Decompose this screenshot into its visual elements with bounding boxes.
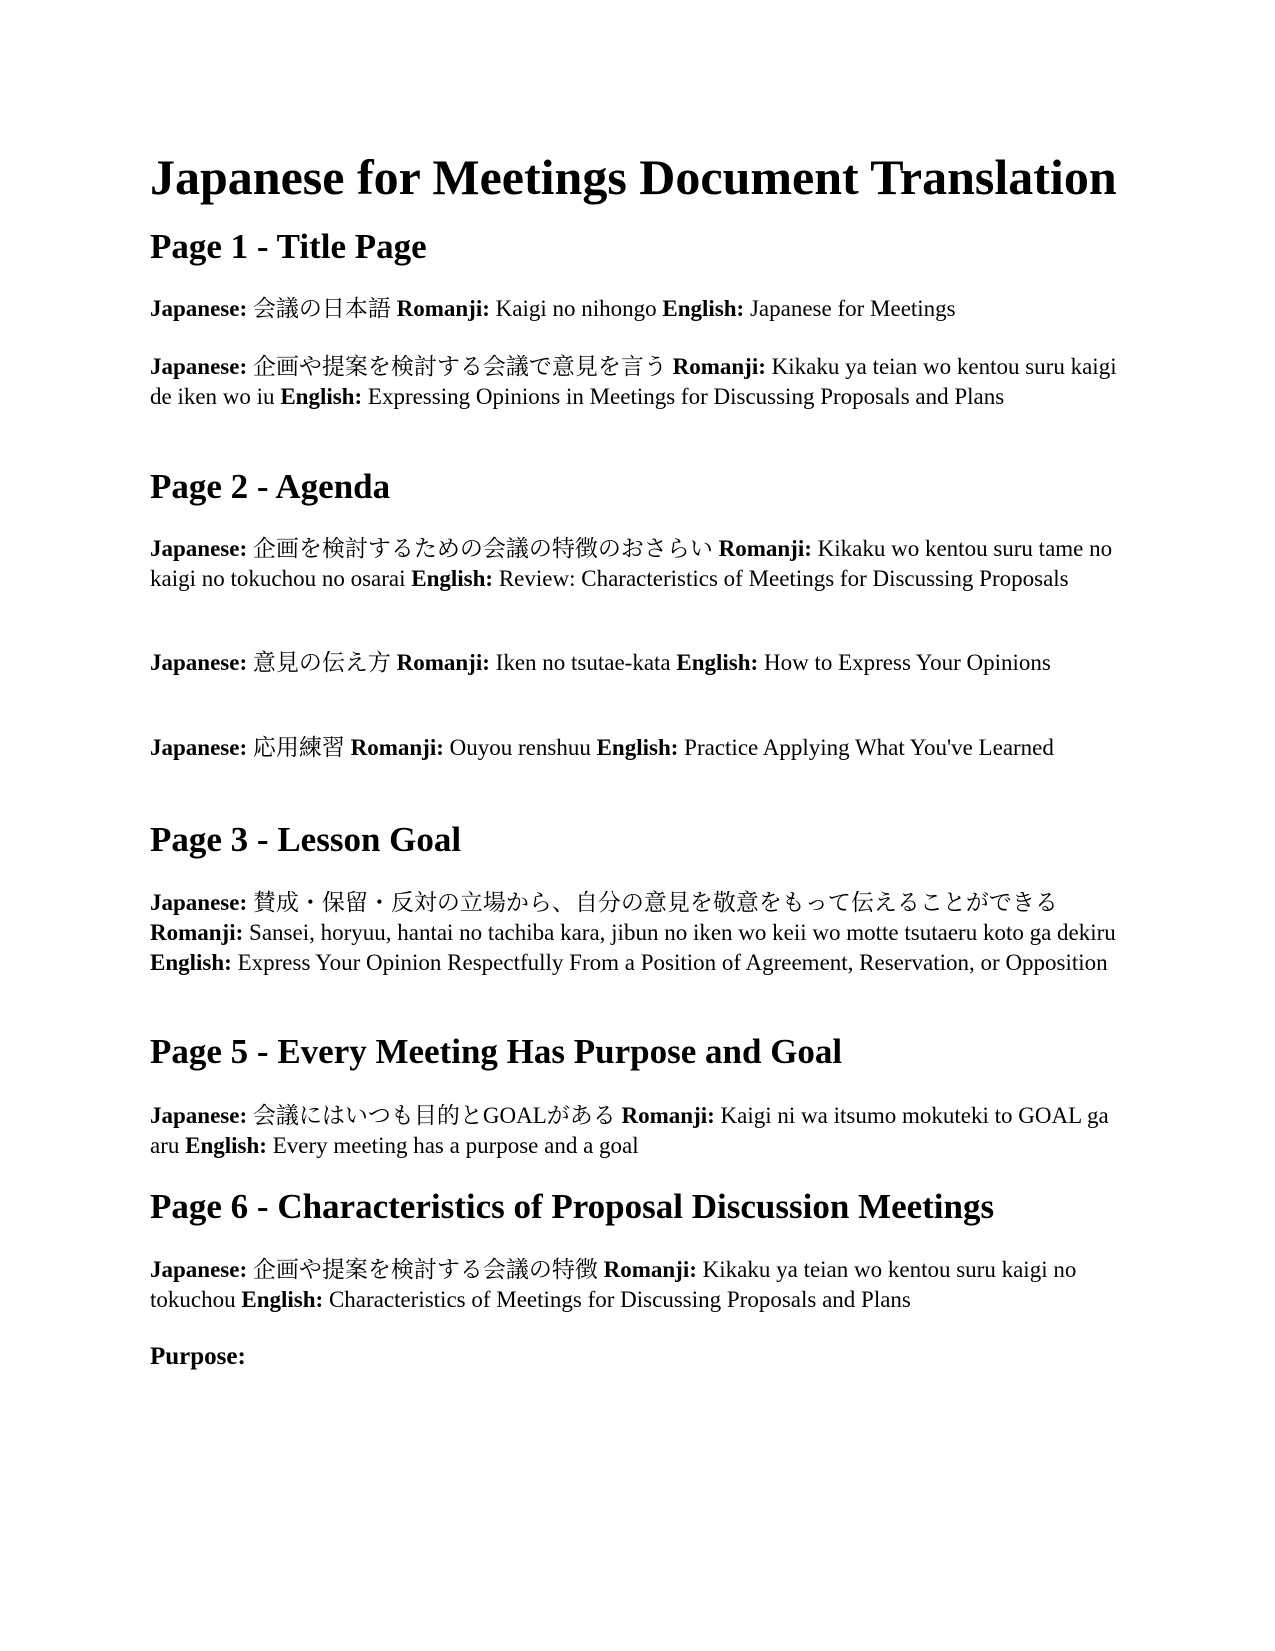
romanji-label: Romanji: <box>150 920 244 945</box>
section-heading-page-5: Page 5 - Every Meeting Has Purpose and Goal <box>150 1032 843 1071</box>
japanese-text: 会議の日本語 <box>252 296 391 321</box>
section-heading-page-2: Page 2 - Agenda <box>150 467 391 506</box>
japanese-label: Japanese: <box>150 296 248 321</box>
english-label: English: <box>241 1287 324 1312</box>
english-label: English: <box>280 384 363 409</box>
japanese-label: Japanese: <box>150 890 248 915</box>
romanji-text: Kikaku wo kentou suru tame no kaigi no tokuchou no osarai <box>150 536 1113 591</box>
japanese-label: Japanese: <box>150 354 248 379</box>
japanese-label: Japanese: <box>150 650 248 675</box>
english-label: English: <box>662 296 745 321</box>
english-text: Japanese for Meetings <box>749 296 956 321</box>
section-heading-page-1: Page 1 - Title Page <box>150 227 427 266</box>
romanji-label: Romanji: <box>396 296 490 321</box>
romanji-text: Kikaku ya teian wo kentou suru kaigi de iken wo iu <box>150 354 1117 409</box>
japanese-label: Japanese: <box>150 1103 248 1128</box>
document-title: Japanese for Meetings Document Translation <box>150 149 1117 205</box>
romanji-text: Iken no tsutae-kata <box>495 650 671 675</box>
english-label: English: <box>676 650 759 675</box>
entry-page-2-express <box>150 648 1135 678</box>
japanese-label: Japanese: <box>150 735 248 760</box>
japanese-text: 会議にはいつも目的とGOALがある <box>252 1103 616 1128</box>
romanji-label: Romanji: <box>603 1257 697 1282</box>
romanji-label: Romanji: <box>621 1103 715 1128</box>
romanji-text: Kaigi no nihongo <box>495 296 657 321</box>
section-heading-page-6: Page 6 - Characteristics of Proposal Discussion Meetings <box>150 1187 995 1226</box>
japanese-text: 意見の伝え方 <box>252 650 391 675</box>
romanji-text: Sansei, horyuu, hantai no tachiba kara, jibun no iken wo keii wo motte tsutaeru koto ga dekiru <box>249 920 1116 945</box>
entry-page-2-practice <box>150 733 1135 763</box>
english-label: English: <box>596 735 679 760</box>
english-text: Characteristics of Meetings for Discussing Proposals and Plans <box>328 1287 911 1312</box>
japanese-text: 賛成・保留・反対の立場から、自分の意見を敬意をもって伝えることができる <box>252 890 1058 915</box>
section-heading-page-3: Page 3 - Lesson Goal <box>150 820 462 859</box>
english-text: Every meeting has a purpose and a goal <box>272 1133 639 1158</box>
english-label: English: <box>185 1133 267 1158</box>
english-text: How to Express Your Opinions <box>763 650 1051 675</box>
romanji-text: Ouyou renshuu <box>449 735 591 760</box>
romanji-label: Romanji: <box>350 735 444 760</box>
purpose-label: Purpose: <box>150 1343 246 1370</box>
romanji-label: Romanji: <box>672 354 766 379</box>
entry-page-6-characteristics <box>150 1255 1135 1315</box>
japanese-text: 企画や提案を検討する会議の特徴 <box>252 1257 598 1282</box>
entry-page-1-subtitle <box>150 352 1135 412</box>
entry-page-5-purpose <box>150 1101 1135 1161</box>
japanese-text: 応用練習 <box>252 735 345 760</box>
japanese-text: 企画を検討するための会議の特徴のおさらい <box>252 536 713 561</box>
romanji-label: Romanji: <box>718 536 812 561</box>
japanese-label: Japanese: <box>150 1257 248 1282</box>
english-text: Express Your Opinion Respectfully From a Position of Agreement, Reservation, or Opposition <box>237 950 1108 975</box>
romanji-text: Kaigi ni wa itsumo mokuteki to GOAL ga aru <box>150 1103 1109 1158</box>
english-label: English: <box>150 950 232 975</box>
entry-page-2-review <box>150 534 1135 594</box>
english-label: English: <box>411 566 494 591</box>
entry-page-3-goal <box>150 888 1135 978</box>
english-text: Expressing Opinions in Meetings for Discussing Proposals and Plans <box>367 384 1005 409</box>
english-text: Practice Applying What You've Learned <box>684 735 1054 760</box>
english-text: Review: Characteristics of Meetings for Discussing Proposals <box>498 566 1069 591</box>
entry-page-1-title <box>150 294 1135 324</box>
japanese-label: Japanese: <box>150 536 248 561</box>
romanji-label: Romanji: <box>396 650 490 675</box>
japanese-text: 企画や提案を検討する会議で意見を言う <box>252 354 667 379</box>
romanji-text: Kikaku ya teian wo kentou suru kaigi no tokuchou <box>150 1257 1077 1312</box>
